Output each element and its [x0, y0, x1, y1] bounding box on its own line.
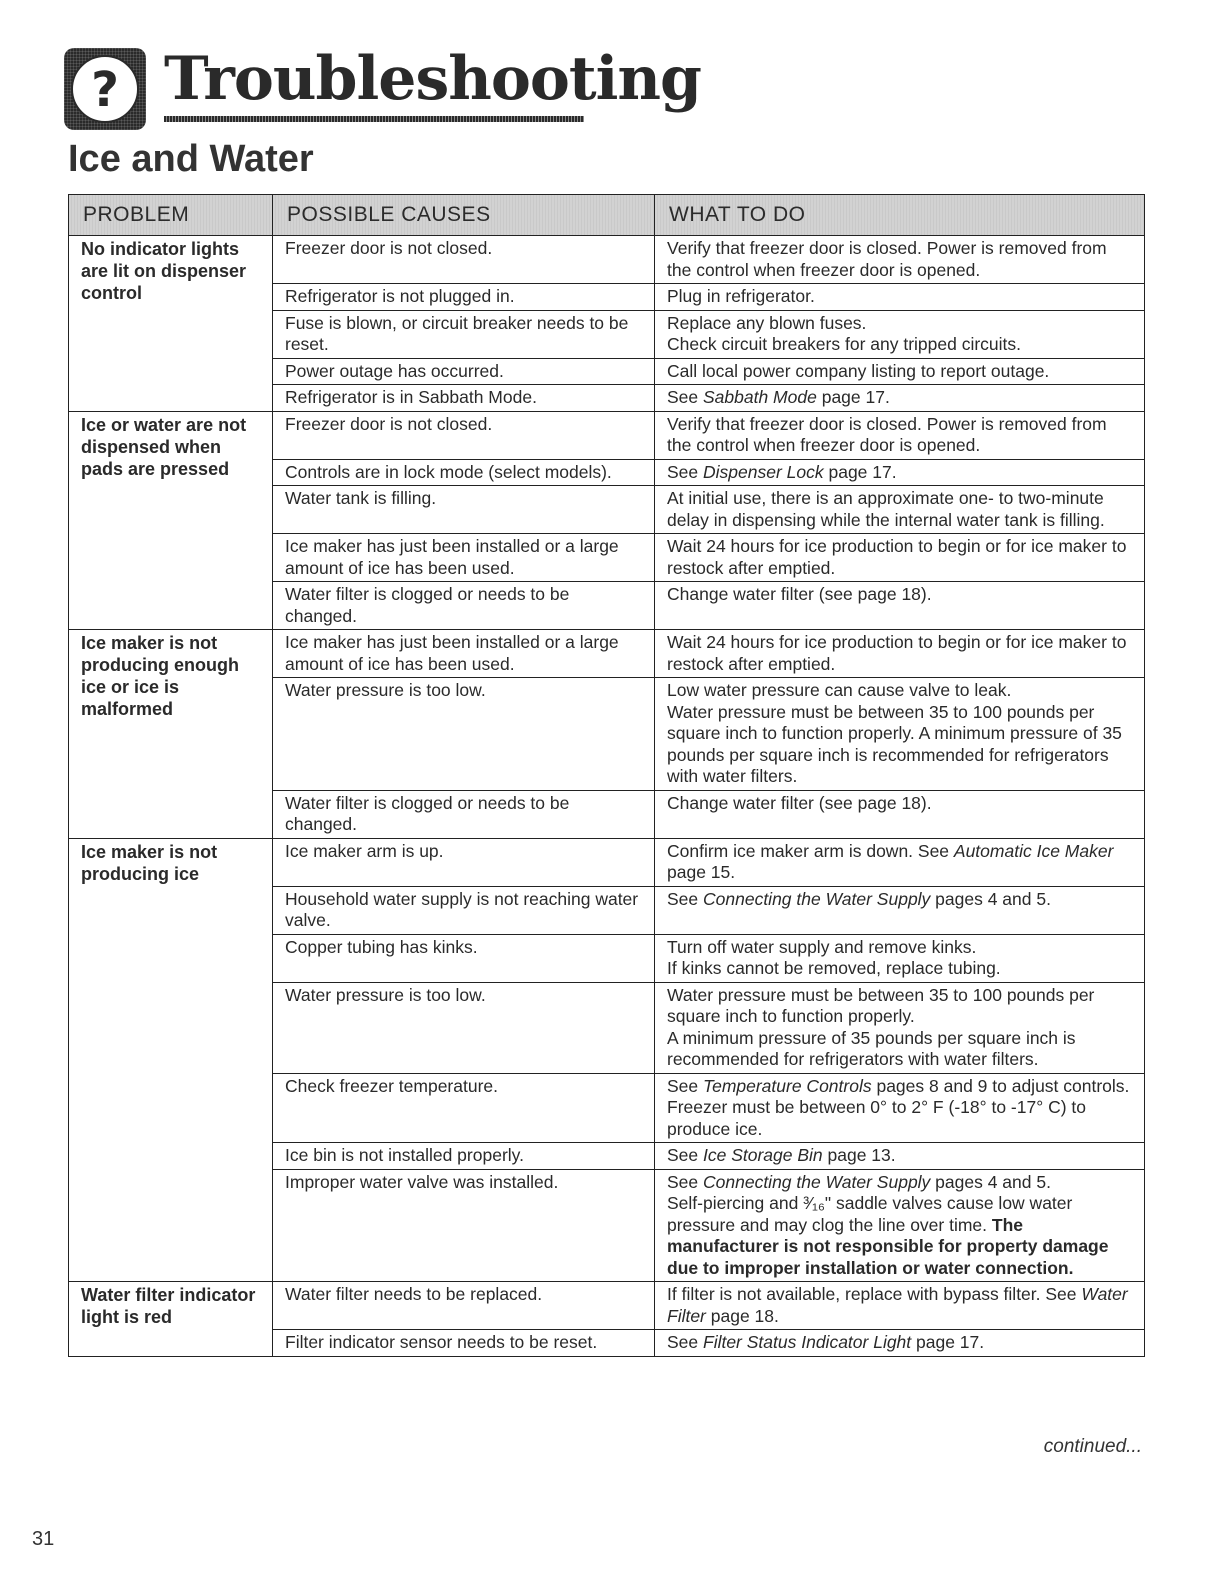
fix-cell: Wait 24 hours for ice production to begin or for ice maker to restock after emptied. — [655, 630, 1145, 678]
troubleshooting-table — [68, 194, 1145, 1357]
cause-cell: Fuse is blown, or circuit breaker needs to be reset. — [273, 310, 655, 358]
cause-cell: Ice bin is not installed properly. — [273, 1143, 655, 1170]
fix-cell — [655, 385, 1145, 412]
cause-cell: Water tank is filling. — [273, 486, 655, 534]
fix-cell — [655, 886, 1145, 934]
fix-text: page 15. — [667, 862, 736, 882]
title-underline — [164, 116, 584, 122]
continued-note: continued... — [1043, 1436, 1142, 1457]
table-row — [69, 411, 1145, 459]
fix-text: See — [667, 1332, 703, 1352]
fix-line: Turn off water supply and remove kinks. — [667, 936, 977, 957]
fix-text: Self-piercing and ³⁄₁₆" saddle valves cause low water pressure and may clog the line over time. — [667, 1193, 1073, 1235]
fix-text: pages 4 and 5. — [930, 888, 1051, 909]
page-header — [64, 40, 701, 130]
question-mark-icon — [64, 48, 146, 130]
cause-cell: Power outage has occurred. — [273, 358, 655, 385]
table-row — [69, 838, 1145, 886]
fix-line: Replace any blown fuses. — [667, 312, 867, 333]
reference-link-text: Temperature Controls — [703, 1075, 872, 1096]
fix-line — [667, 1193, 1132, 1279]
fix-line: If kinks cannot be removed, replace tubing. — [667, 958, 1001, 978]
fix-line: Low water pressure can cause valve to leak. — [667, 680, 1012, 700]
cause-cell: Refrigerator is not plugged in. — [273, 284, 655, 311]
column-header-problem: PROBLEM — [69, 195, 273, 236]
fix-cell — [655, 1143, 1145, 1170]
cause-cell: Copper tubing has kinks. — [273, 934, 655, 982]
cause-cell: Ice maker has just been installed or a large amount of ice has been used. — [273, 534, 655, 582]
cause-cell: Water pressure is too low. — [273, 982, 655, 1073]
section-title: Ice and Water — [68, 138, 314, 180]
cause-cell: Ice maker arm is up. — [273, 838, 655, 886]
fix-cell: Verify that freezer door is closed. Power is removed from the control when freezer door is opened. — [655, 411, 1145, 459]
fix-line: Water pressure must be between 35 to 100 pounds per square inch to function properly. A minimum pressure of 35 pounds per square inch is recommended for refrigerators with water filters. — [667, 701, 1122, 786]
reference-link-text: Connecting the Water Supply — [703, 1171, 931, 1192]
cause-cell: Water filter is clogged or needs to be changed. — [273, 790, 655, 838]
cause-cell: Water filter needs to be replaced. — [273, 1282, 655, 1330]
fix-line: A minimum pressure of 35 pounds per square inch is recommended for refrigerators with water filters. — [667, 1027, 1076, 1069]
fix-text: See — [667, 1145, 703, 1165]
fix-text: page 17. — [911, 1332, 985, 1352]
fix-cell — [655, 934, 1145, 982]
svg-text:?: ? — [91, 62, 119, 118]
fix-text: page 17. — [823, 461, 897, 482]
fix-cell: Wait 24 hours for ice production to begin or for ice maker to restock after emptied. — [655, 534, 1145, 582]
fix-text: See — [667, 461, 703, 482]
fix-cell — [655, 678, 1145, 791]
reference-link-text: Connecting the Water Supply — [703, 888, 931, 909]
problem-cell: Water filter indicator light is red — [69, 1282, 273, 1357]
table-header-row — [69, 195, 1145, 236]
cause-cell: Controls are in lock mode (select models). — [273, 459, 655, 486]
fix-cell: At initial use, there is an approximate one- to two-minute delay in dispensing while the internal water tank is filling. — [655, 486, 1145, 534]
page-title: Troubleshooting — [164, 44, 701, 114]
cause-cell: Water pressure is too low. — [273, 678, 655, 791]
column-header-what-to-do: WHAT TO DO — [655, 195, 1145, 236]
reference-link-text: Ice Storage Bin — [703, 1145, 823, 1165]
fix-text: pages 8 and 9 to adjust controls. Freezer must be between 0° to 2° F (-18° to -17° C) to produce ice. — [667, 1075, 1130, 1139]
fix-text: See — [667, 387, 703, 407]
fix-cell — [655, 1330, 1145, 1357]
fix-line: Check circuit breakers for any tripped circuits. — [667, 334, 1022, 354]
cause-cell: Water filter is clogged or needs to be changed. — [273, 582, 655, 630]
table-row — [69, 1282, 1145, 1330]
cause-cell: Freezer door is not closed. — [273, 236, 655, 284]
page-number: 31 — [32, 1528, 55, 1550]
fix-cell — [655, 1282, 1145, 1330]
fix-cell: Change water filter (see page 18). — [655, 582, 1145, 630]
fix-text: See — [667, 1075, 703, 1096]
fix-cell — [655, 1073, 1145, 1143]
fix-line — [667, 1172, 1132, 1194]
fix-text: page 13. — [822, 1145, 896, 1165]
table-row — [69, 630, 1145, 678]
fix-text: pages 4 and 5. — [930, 1171, 1051, 1192]
reference-link-text: Water Filter — [667, 1284, 1128, 1326]
column-header-possible-causes: POSSIBLE CAUSES — [273, 195, 655, 236]
fix-cell: Plug in refrigerator. — [655, 284, 1145, 311]
fix-cell — [655, 982, 1145, 1073]
cause-cell: Filter indicator sensor needs to be reset. — [273, 1330, 655, 1357]
problem-cell: No indicator lights are lit on dispenser control — [69, 236, 273, 412]
reference-link-text: Dispenser Lock — [703, 461, 824, 482]
fix-cell: Verify that freezer door is closed. Power is removed from the control when freezer door is opened. — [655, 236, 1145, 284]
fix-text: page 18. — [705, 1305, 779, 1326]
fix-cell — [655, 310, 1145, 358]
cause-cell: Household water supply is not reaching water valve. — [273, 886, 655, 934]
fix-text: If filter is not available, replace with bypass filter. See — [667, 1284, 1082, 1304]
fix-cell — [655, 459, 1145, 486]
fix-text: See — [667, 888, 703, 909]
fix-text: See — [667, 1171, 703, 1192]
fix-cell: Call local power company listing to report outage. — [655, 358, 1145, 385]
cause-cell: Ice maker has just been installed or a large amount of ice has been used. — [273, 630, 655, 678]
fix-cell — [655, 1169, 1145, 1282]
reference-link-text: Automatic Ice Maker — [953, 840, 1114, 861]
fix-text: page 17. — [816, 387, 890, 407]
problem-cell: Ice or water are not dispensed when pads are pressed — [69, 411, 273, 630]
cause-cell: Freezer door is not closed. — [273, 411, 655, 459]
reference-link-text: Filter Status Indicator Light — [703, 1332, 912, 1352]
cause-cell: Refrigerator is in Sabbath Mode. — [273, 385, 655, 412]
fix-cell: Change water filter (see page 18). — [655, 790, 1145, 838]
problem-cell: Ice maker is not producing ice — [69, 838, 273, 1282]
fix-cell — [655, 838, 1145, 886]
fix-line: Water pressure must be between 35 to 100 pounds per square inch to function properly. — [667, 984, 1095, 1026]
reference-link-text: Sabbath Mode — [703, 387, 817, 407]
warning-text: The manufacturer is not responsible for property damage due to improper installation or water connection. — [667, 1214, 1109, 1278]
problem-cell: Ice maker is not producing enough ice or ice is malformed — [69, 630, 273, 839]
cause-cell: Improper water valve was installed. — [273, 1169, 655, 1282]
table-row — [69, 236, 1145, 284]
cause-cell: Check freezer temperature. — [273, 1073, 655, 1143]
fix-text: Confirm ice maker arm is down. See — [667, 840, 954, 861]
